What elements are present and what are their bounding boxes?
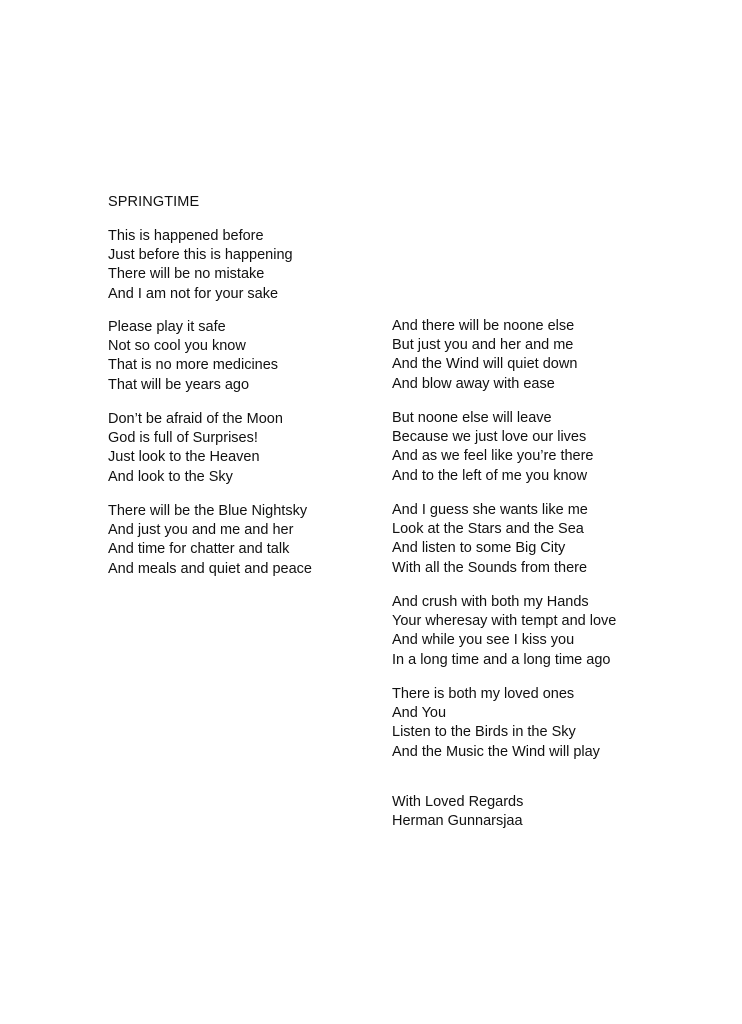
poem-line: And crush with both my Hands <box>392 594 589 610</box>
poem-line: But just you and her and me <box>392 337 574 354</box>
poem-line: God is full of Surprises! <box>108 430 258 447</box>
stanza <box>108 227 293 304</box>
poem-line: Look at the Stars and the Sea <box>392 521 584 538</box>
poem-line: Please play it safe <box>108 319 226 335</box>
poem-line: And I am not for your sake <box>108 285 279 302</box>
stanza <box>108 318 278 395</box>
poem-line: Because we just love our lives <box>392 429 587 446</box>
poem-line: And You <box>392 705 447 722</box>
poem-line: And listen to some Big City <box>392 540 566 557</box>
poem-line: And as we feel like you’re there <box>392 448 594 465</box>
poem-line: And to the left of me you know <box>392 467 588 484</box>
poem-line: Not so cool you know <box>108 338 246 355</box>
poem-line: And look to the Sky <box>108 468 233 485</box>
stanza <box>392 409 594 486</box>
poem-line: But noone else will leave <box>392 410 552 426</box>
poem-line: In a long time and a long time ago <box>392 651 611 668</box>
poem-line: Just look to the Heaven <box>108 449 260 466</box>
stanza <box>392 593 616 670</box>
poem-line: And meals and quiet and peace <box>108 560 312 577</box>
poem-line: Listen to the Birds in the Sky <box>392 724 576 741</box>
poem-line: And the Music the Wind will play <box>392 743 600 760</box>
poem-line: There is both my loved ones <box>392 686 575 702</box>
stanza <box>392 317 577 394</box>
poem-line: That is no more medicines <box>108 357 279 374</box>
poem-line: And time for chatter and talk <box>108 541 290 558</box>
poem-line: Your wheresay with tempt and love <box>392 613 617 630</box>
poem-line: Just before this is happening <box>108 247 293 264</box>
stanza <box>392 501 588 578</box>
poem-line: There will be no mistake <box>108 266 265 283</box>
poem-line: And while you see I kiss you <box>392 632 575 649</box>
poem-line: And just you and me and her <box>108 522 294 539</box>
poem-line: And there will be noone else <box>392 318 575 334</box>
closing-line: With Loved Regards <box>392 794 524 810</box>
poem-line: And I guess she wants like me <box>392 502 588 518</box>
stanza <box>108 502 312 579</box>
stanza <box>108 410 283 487</box>
author-name: Herman Gunnarsjaa <box>392 813 523 830</box>
poem-title: SPRINGTIME <box>108 194 200 210</box>
poem-line: And blow away with ease <box>392 375 555 392</box>
poem-line: That will be years ago <box>108 376 250 393</box>
signature-block <box>392 793 523 831</box>
stanza <box>392 685 600 762</box>
poem-line: And the Wind will quiet down <box>392 356 578 373</box>
poem-line: There will be the Blue Nightsky <box>108 503 308 519</box>
poem-line: Don’t be afraid of the Moon <box>108 411 283 427</box>
poem-line: With all the Sounds from there <box>392 559 588 576</box>
poem-line: This is happened before <box>108 228 264 244</box>
